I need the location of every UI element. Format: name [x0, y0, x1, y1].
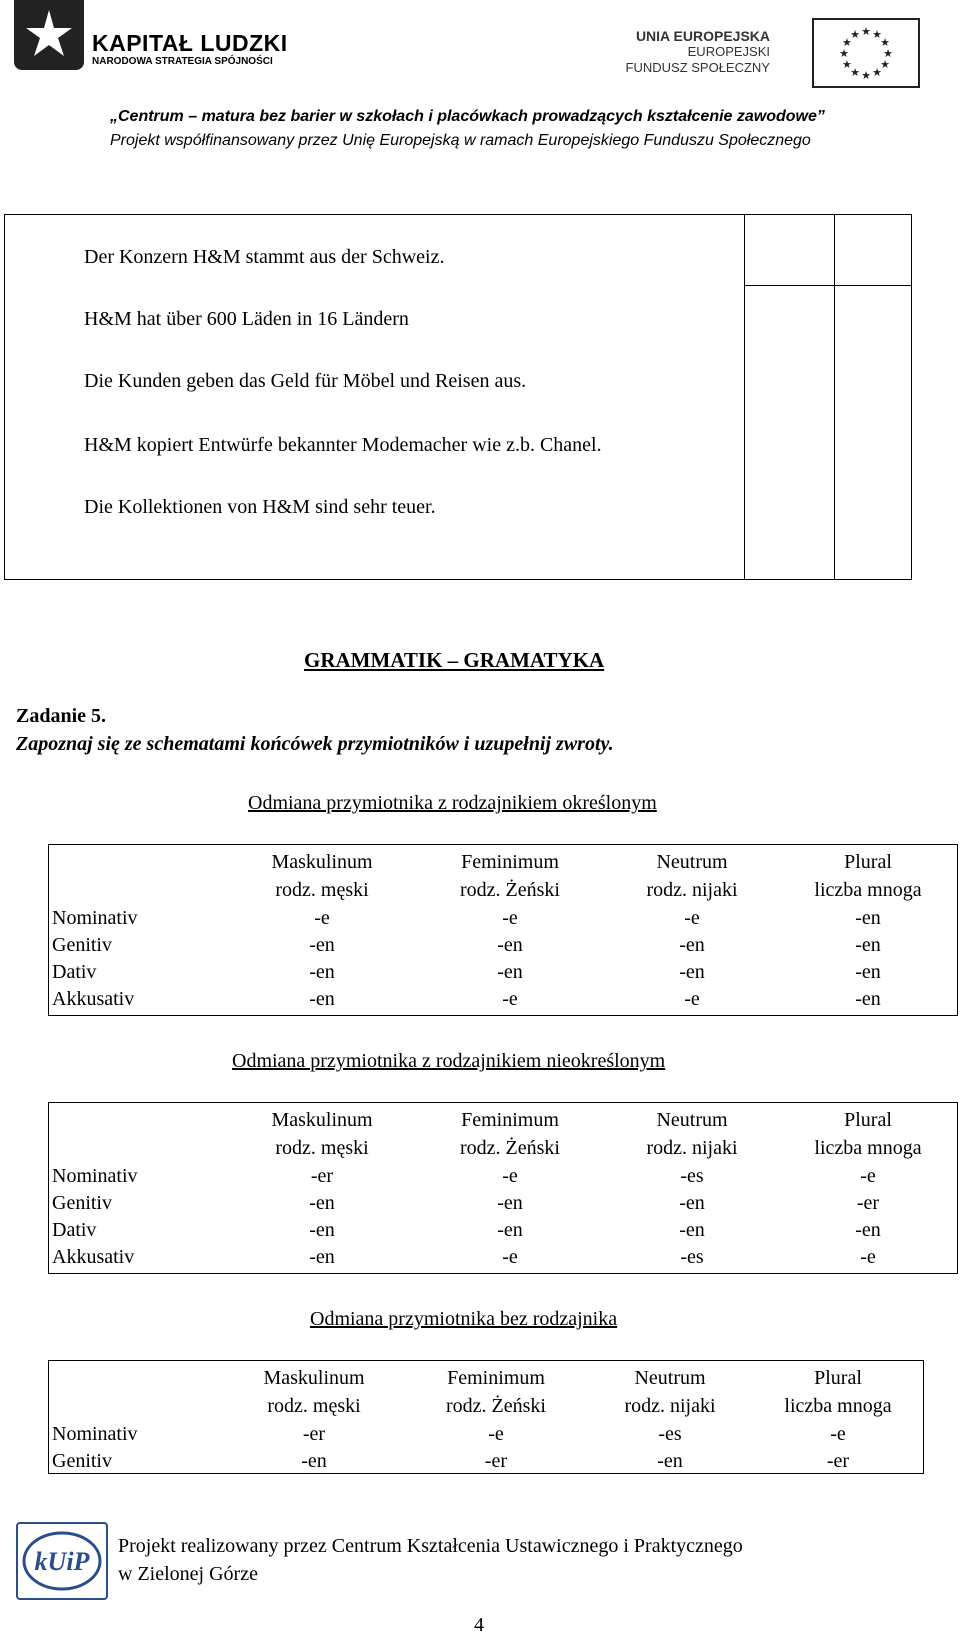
kapital-ludzki-logo [14, 0, 84, 70]
column-subheader: liczba mnoga [784, 1395, 892, 1417]
footer-text [118, 1532, 743, 1588]
ending-cell: -es [680, 1165, 704, 1187]
eu-line-2: EUROPEJSKI [687, 44, 770, 59]
ending-cell: -en [497, 1192, 523, 1214]
case-label-nominativ: Nominativ [52, 1165, 138, 1187]
ending-cell: -en [855, 934, 881, 956]
case-label-genitiv: Genitiv [52, 934, 112, 956]
ending-cell: -en [679, 934, 705, 956]
column-subheader: rodz. Żeński [460, 879, 560, 901]
ending-cell: -en [309, 934, 335, 956]
ending-cell: -en [679, 1219, 705, 1241]
case-label-akkusativ: Akkusativ [52, 1246, 135, 1268]
column-subheader: rodz. męski [267, 1395, 361, 1417]
ending-cell: -er [826, 1450, 850, 1472]
project-title: „Centrum – matura bez barier w szkołach i placówkach prowadzących kształcenie zawodowe” [110, 108, 825, 125]
column-subheader: liczba mnoga [814, 1137, 922, 1159]
case-label-genitiv: Genitiv [52, 1192, 112, 1214]
ending-cell: -e [830, 1423, 846, 1445]
eu-star-icon: ★ [842, 37, 852, 49]
column-header-feminimum: Feminimum [447, 1367, 545, 1389]
case-label-akkusativ: Akkusativ [52, 988, 135, 1010]
footer-line-2: w Zielonej Górze [118, 1563, 258, 1585]
ending-cell: -en [855, 907, 881, 929]
case-label-dativ: Dativ [52, 1219, 97, 1241]
ending-cell: -er [310, 1165, 334, 1187]
column-header-plural: Plural [844, 851, 892, 873]
ending-cell: -en [309, 988, 335, 1010]
column-header-neutrum: Neutrum [634, 1367, 706, 1389]
eu-star-icon: ★ [872, 28, 882, 41]
column-subheader: rodz. męski [275, 879, 369, 901]
column-subheader: rodz. nijaki [646, 879, 738, 901]
column-subheader: rodz. Żeński [446, 1395, 546, 1417]
table-title-indefinite: Odmiana przymiotnika z rodzajnikiem nieokreślonym [232, 1050, 666, 1072]
column-header-feminimum: Feminimum [461, 851, 559, 873]
column-subheader: rodz. nijaki [624, 1395, 716, 1417]
eu-star-icon: ★ [883, 48, 893, 60]
ending-cell: -e [684, 988, 700, 1010]
eu-star-icon: ★ [861, 70, 871, 82]
statement-1: Der Konzern H&M stammt aus der Schweiz. [84, 246, 445, 268]
case-label-nominativ: Nominativ [52, 1423, 138, 1445]
ending-cell: -e [502, 907, 518, 929]
grammar-heading: GRAMMATIK – GRAMATYKA [304, 648, 605, 672]
case-label-dativ: Dativ [52, 961, 97, 983]
ending-cell: -en [309, 1219, 335, 1241]
ending-cell: -e [502, 988, 518, 1010]
column-header-neutrum: Neutrum [656, 1109, 728, 1131]
ending-cell: -en [309, 1246, 335, 1268]
eu-line-3: FUNDUSZ SPOŁECZNY [625, 60, 770, 75]
ending-cell: -es [658, 1423, 682, 1445]
ending-cell: -er [302, 1423, 326, 1445]
kapital-ludzki-title: KAPITAŁ LUDZKI [92, 30, 288, 56]
ending-cell: -en [679, 961, 705, 983]
eu-star-icon: ★ [872, 67, 882, 80]
ending-cell: -e [860, 1246, 876, 1268]
case-label-genitiv: Genitiv [52, 1450, 112, 1472]
ending-cell: -er [856, 1192, 880, 1214]
eu-line-1: UNIA EUROPEJSKA [635, 28, 770, 44]
ckuip-logo [16, 1522, 108, 1600]
eu-flag-icon [812, 18, 920, 88]
column-subheader: liczba mnoga [814, 879, 922, 901]
ending-cell: -en [657, 1450, 683, 1472]
ending-cell: -en [679, 1192, 705, 1214]
column-header-plural: Plural [814, 1367, 862, 1389]
eu-star-icon: ★ [861, 26, 871, 38]
page-number: 4 [474, 1614, 484, 1636]
column-header-feminimum: Feminimum [461, 1109, 559, 1131]
footer-line-1: Projekt realizowany przez Centrum Kształcenia Ustawicznego i Praktycznego [118, 1535, 743, 1557]
ending-cell: -es [680, 1246, 704, 1268]
statement-2: H&M hat über 600 Läden in 16 Ländern [84, 308, 409, 330]
ending-cell: -e [860, 1165, 876, 1187]
ending-cell: -en [309, 1192, 335, 1214]
ending-cell: -e [488, 1423, 504, 1445]
statement-3: Die Kunden geben das Geld für Möbel und Reisen aus. [84, 370, 527, 392]
ending-cell: -en [497, 934, 523, 956]
kapital-ludzki-subtitle: NARODOWA STRATEGIA SPÓJNOŚCI [92, 56, 273, 67]
statement-4: H&M kopiert Entwürfe bekannter Modemacher wie z.b. Chanel. [84, 434, 602, 456]
column-subheader: rodz. Żeński [460, 1137, 560, 1159]
ending-cell: -e [502, 1165, 518, 1187]
ending-cell: -en [497, 961, 523, 983]
column-header-maskulinum: Maskulinum [263, 1367, 365, 1389]
project-cofinancing: Projekt współfinansowany przez Unię Europejską w ramach Europejskiego Funduszu Społecznego [110, 132, 811, 149]
column-header-maskulinum: Maskulinum [271, 1109, 373, 1131]
table-title-definite: Odmiana przymiotnika z rodzajnikiem określonym [248, 792, 657, 814]
svg-text:kUiP: kUiP [34, 1547, 90, 1576]
eu-star-icon: ★ [850, 67, 860, 80]
statement-5: Die Kollektionen von H&M sind sehr teuer. [84, 496, 436, 518]
ending-cell: -er [484, 1450, 508, 1472]
ending-cell: -en [497, 1219, 523, 1241]
ending-cell: -en [855, 988, 881, 1010]
table-title-no-article: Odmiana przymiotnika bez rodzajnika [310, 1308, 618, 1330]
eu-star-icon: ★ [842, 59, 852, 71]
ending-cell: -en [301, 1450, 327, 1472]
ending-cell: -e [502, 1246, 518, 1268]
column-header-maskulinum: Maskulinum [271, 851, 373, 873]
ending-cell: -e [314, 907, 330, 929]
task-title: Zadanie 5. [16, 705, 107, 727]
eu-star-icon: ★ [880, 59, 890, 71]
case-label-nominativ: Nominativ [52, 907, 138, 929]
ending-cell: -e [684, 907, 700, 929]
eu-star-icon: ★ [850, 28, 860, 41]
column-header-plural: Plural [844, 1109, 892, 1131]
eu-star-icon: ★ [880, 37, 890, 49]
column-header-neutrum: Neutrum [656, 851, 728, 873]
task-instruction: Zapoznaj się ze schematami końcówek przymiotników i uzupełnij zwroty. [16, 733, 614, 755]
eu-text-block [626, 28, 770, 76]
eu-star-icon: ★ [839, 48, 849, 60]
column-subheader: rodz. męski [275, 1137, 369, 1159]
column-subheader: rodz. nijaki [646, 1137, 738, 1159]
ending-cell: -en [855, 961, 881, 983]
ending-cell: -en [309, 961, 335, 983]
ending-cell: -en [855, 1219, 881, 1241]
